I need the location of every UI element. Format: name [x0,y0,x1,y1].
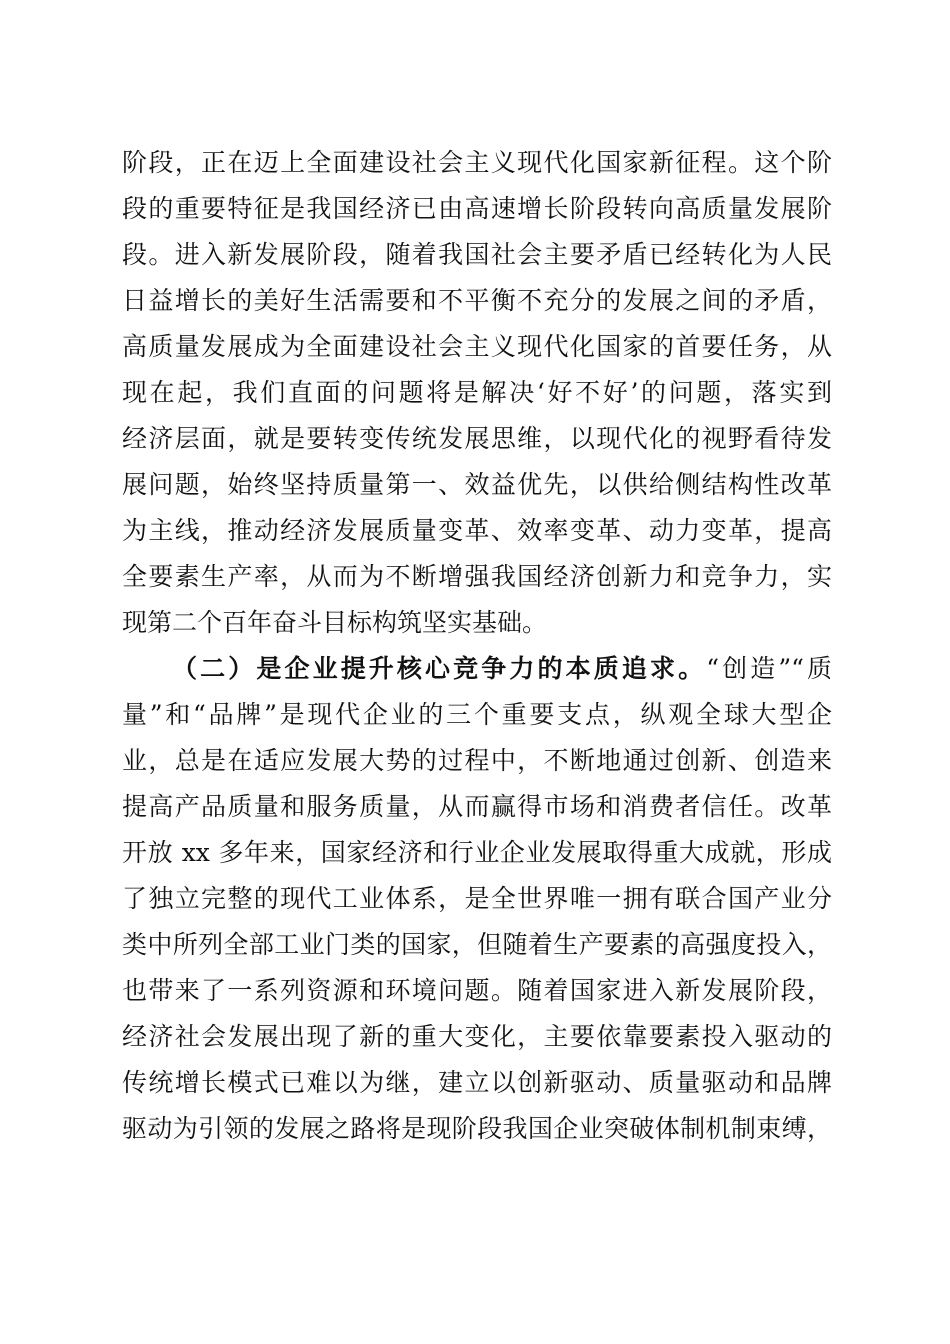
paragraph-2-line: 量”和“品牌”是现代企业的三个重要支点，纵观全球大型企 [122,700,832,729]
document-body [122,140,832,1152]
paragraph-2-line: 也带来了一系列资源和环境问题。随着国家进入新发展阶段， [122,976,832,1005]
paragraph-2-first-line-rest: “创造”“质 [706,654,832,683]
paragraph-2-first-line [122,646,832,692]
paragraph-1-line: 展问题，始终坚持质量第一、效益优先，以供给侧结构性改革 [122,470,832,499]
paragraph-1-line: 段的重要特征是我国经济已由高速增长阶段转向高质量发展阶 [122,194,832,223]
paragraph-1-line: 现在起，我们直面的问题将是解决‘好不好’的问题，落实到 [122,378,832,407]
paragraph-1-line: 经济层面，就是要转变传统发展思维，以现代化的视野看待发 [122,424,832,453]
paragraph-2-line: 经济社会发展出现了新的重大变化，主要依靠要素投入驱动的 [122,1022,832,1051]
paragraph-1-line: 高质量发展成为全面建设社会主义现代化国家的首要任务，从 [122,332,832,361]
paragraph-2-line: 提高产品质量和服务质量，从而赢得市场和消费者信任。改革 [122,792,832,821]
paragraph-2-line: 类中所列全部工业门类的国家，但随着生产要素的高强度投入， [122,930,832,959]
paragraph-2-line: 驱动为引领的发展之路将是现阶段我国企业突破体制机制束缚， [122,1114,832,1143]
section-heading: （二）是企业提升核心竞争力的本质追求。 [172,654,707,683]
paragraph-1-line: 为主线，推动经济发展质量变革、效率变革、动力变革，提高 [122,516,832,545]
paragraph-2-line: 开放 xx 多年来，国家经济和行业企业发展取得重大成就，形成 [122,838,832,867]
paragraph-1-line: 段。进入新发展阶段，随着我国社会主要矛盾已经转化为人民 [122,240,832,269]
paragraph-1-line: 阶段，正在迈上全面建设社会主义现代化国家新征程。这个阶 [122,148,832,177]
paragraph-2-line: 了独立完整的现代工业体系，是全世界唯一拥有联合国产业分 [122,884,832,913]
paragraph-1 [122,140,832,646]
paragraph-2-line: 传统增长模式已难以为继，建立以创新驱动、质量驱动和品牌 [122,1068,832,1097]
paragraph-2 [122,646,832,1152]
paragraph-1-line: 现第二个百年奋斗目标构筑坚实基础。 [122,608,548,637]
paragraph-1-line: 日益增长的美好生活需要和不平衡不充分的发展之间的矛盾， [122,286,832,315]
paragraph-2-line: 业，总是在适应发展大势的过程中，不断地通过创新、创造来 [122,746,832,775]
paragraph-1-line: 全要素生产率，从而为不断增强我国经济创新力和竞争力，实 [122,562,832,591]
